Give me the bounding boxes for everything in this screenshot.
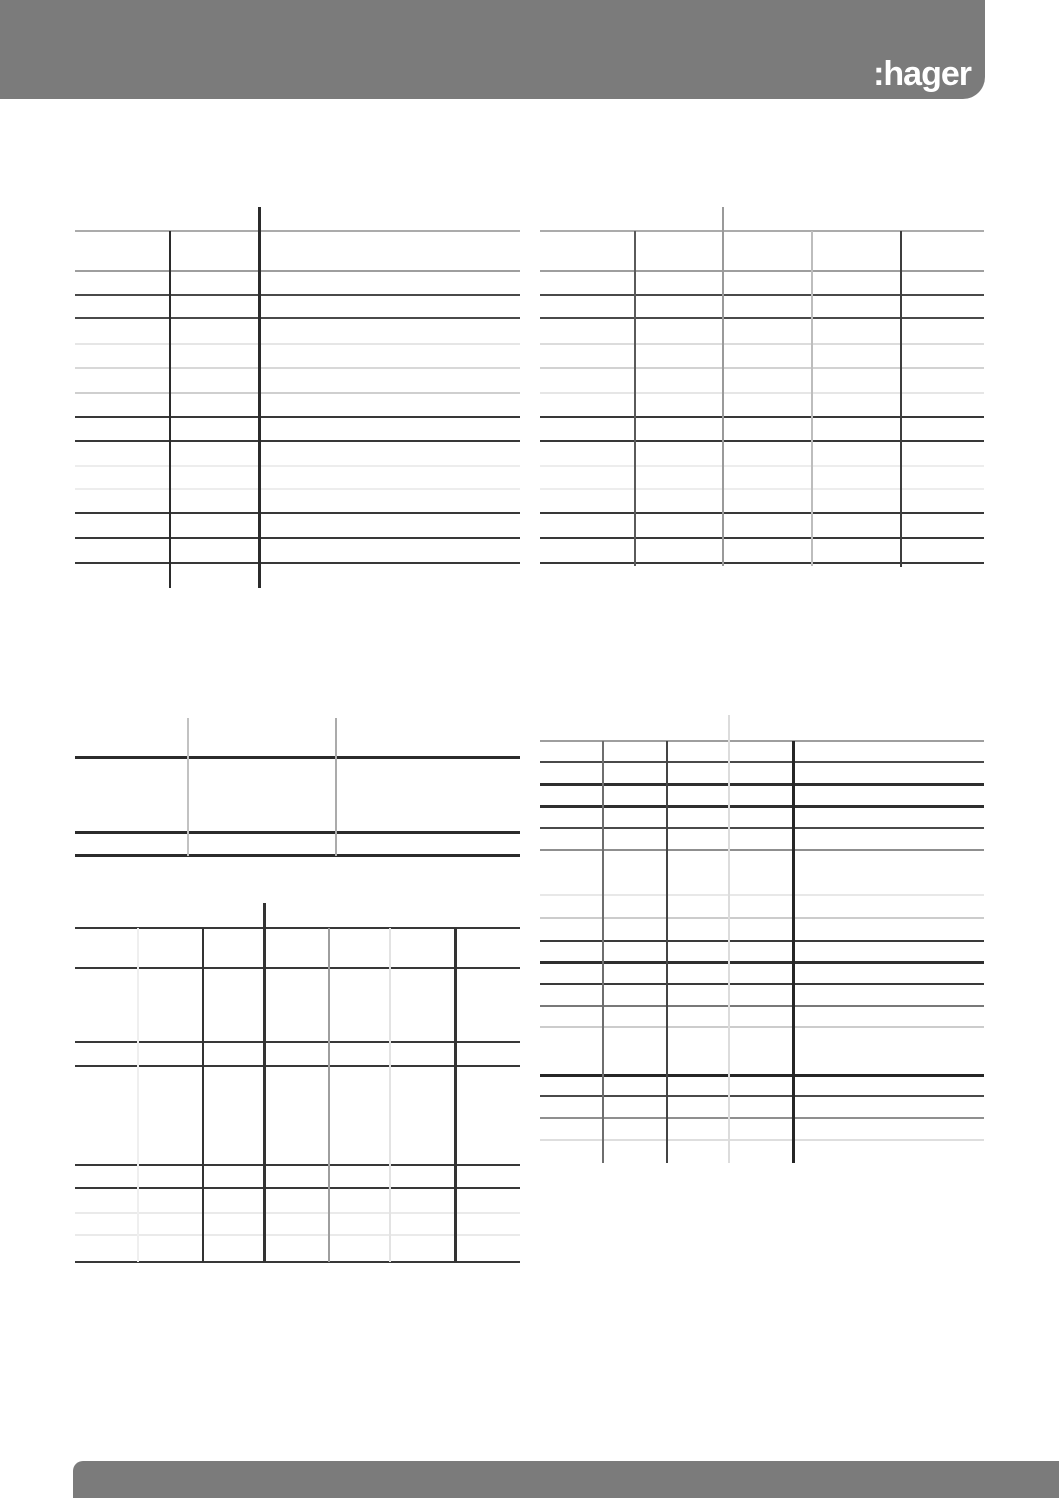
grid-vline [666,741,668,1163]
grid-vline [792,741,795,1163]
grid-hline [540,849,984,851]
grid-hline [540,1117,984,1119]
grid-hline [540,761,984,763]
grid-hline [540,1139,984,1141]
grid-hline [540,1095,984,1097]
grid-hline [540,917,984,919]
grid-vline [728,715,730,1163]
grid-hline [540,983,984,985]
footer-bar [73,1461,1059,1498]
grid-hline [540,827,984,829]
grid-hline [540,961,984,964]
grid-hline [540,940,984,942]
grid-vline [602,741,604,1163]
hager-logo: :hager [873,55,971,93]
grid-hline [540,783,984,786]
grid-hline [540,894,984,896]
grid-hline [540,1074,984,1077]
grid-hline [540,805,984,808]
grid-hline [540,740,984,742]
grid-hline [540,1026,984,1028]
grid-hline [540,1005,984,1007]
